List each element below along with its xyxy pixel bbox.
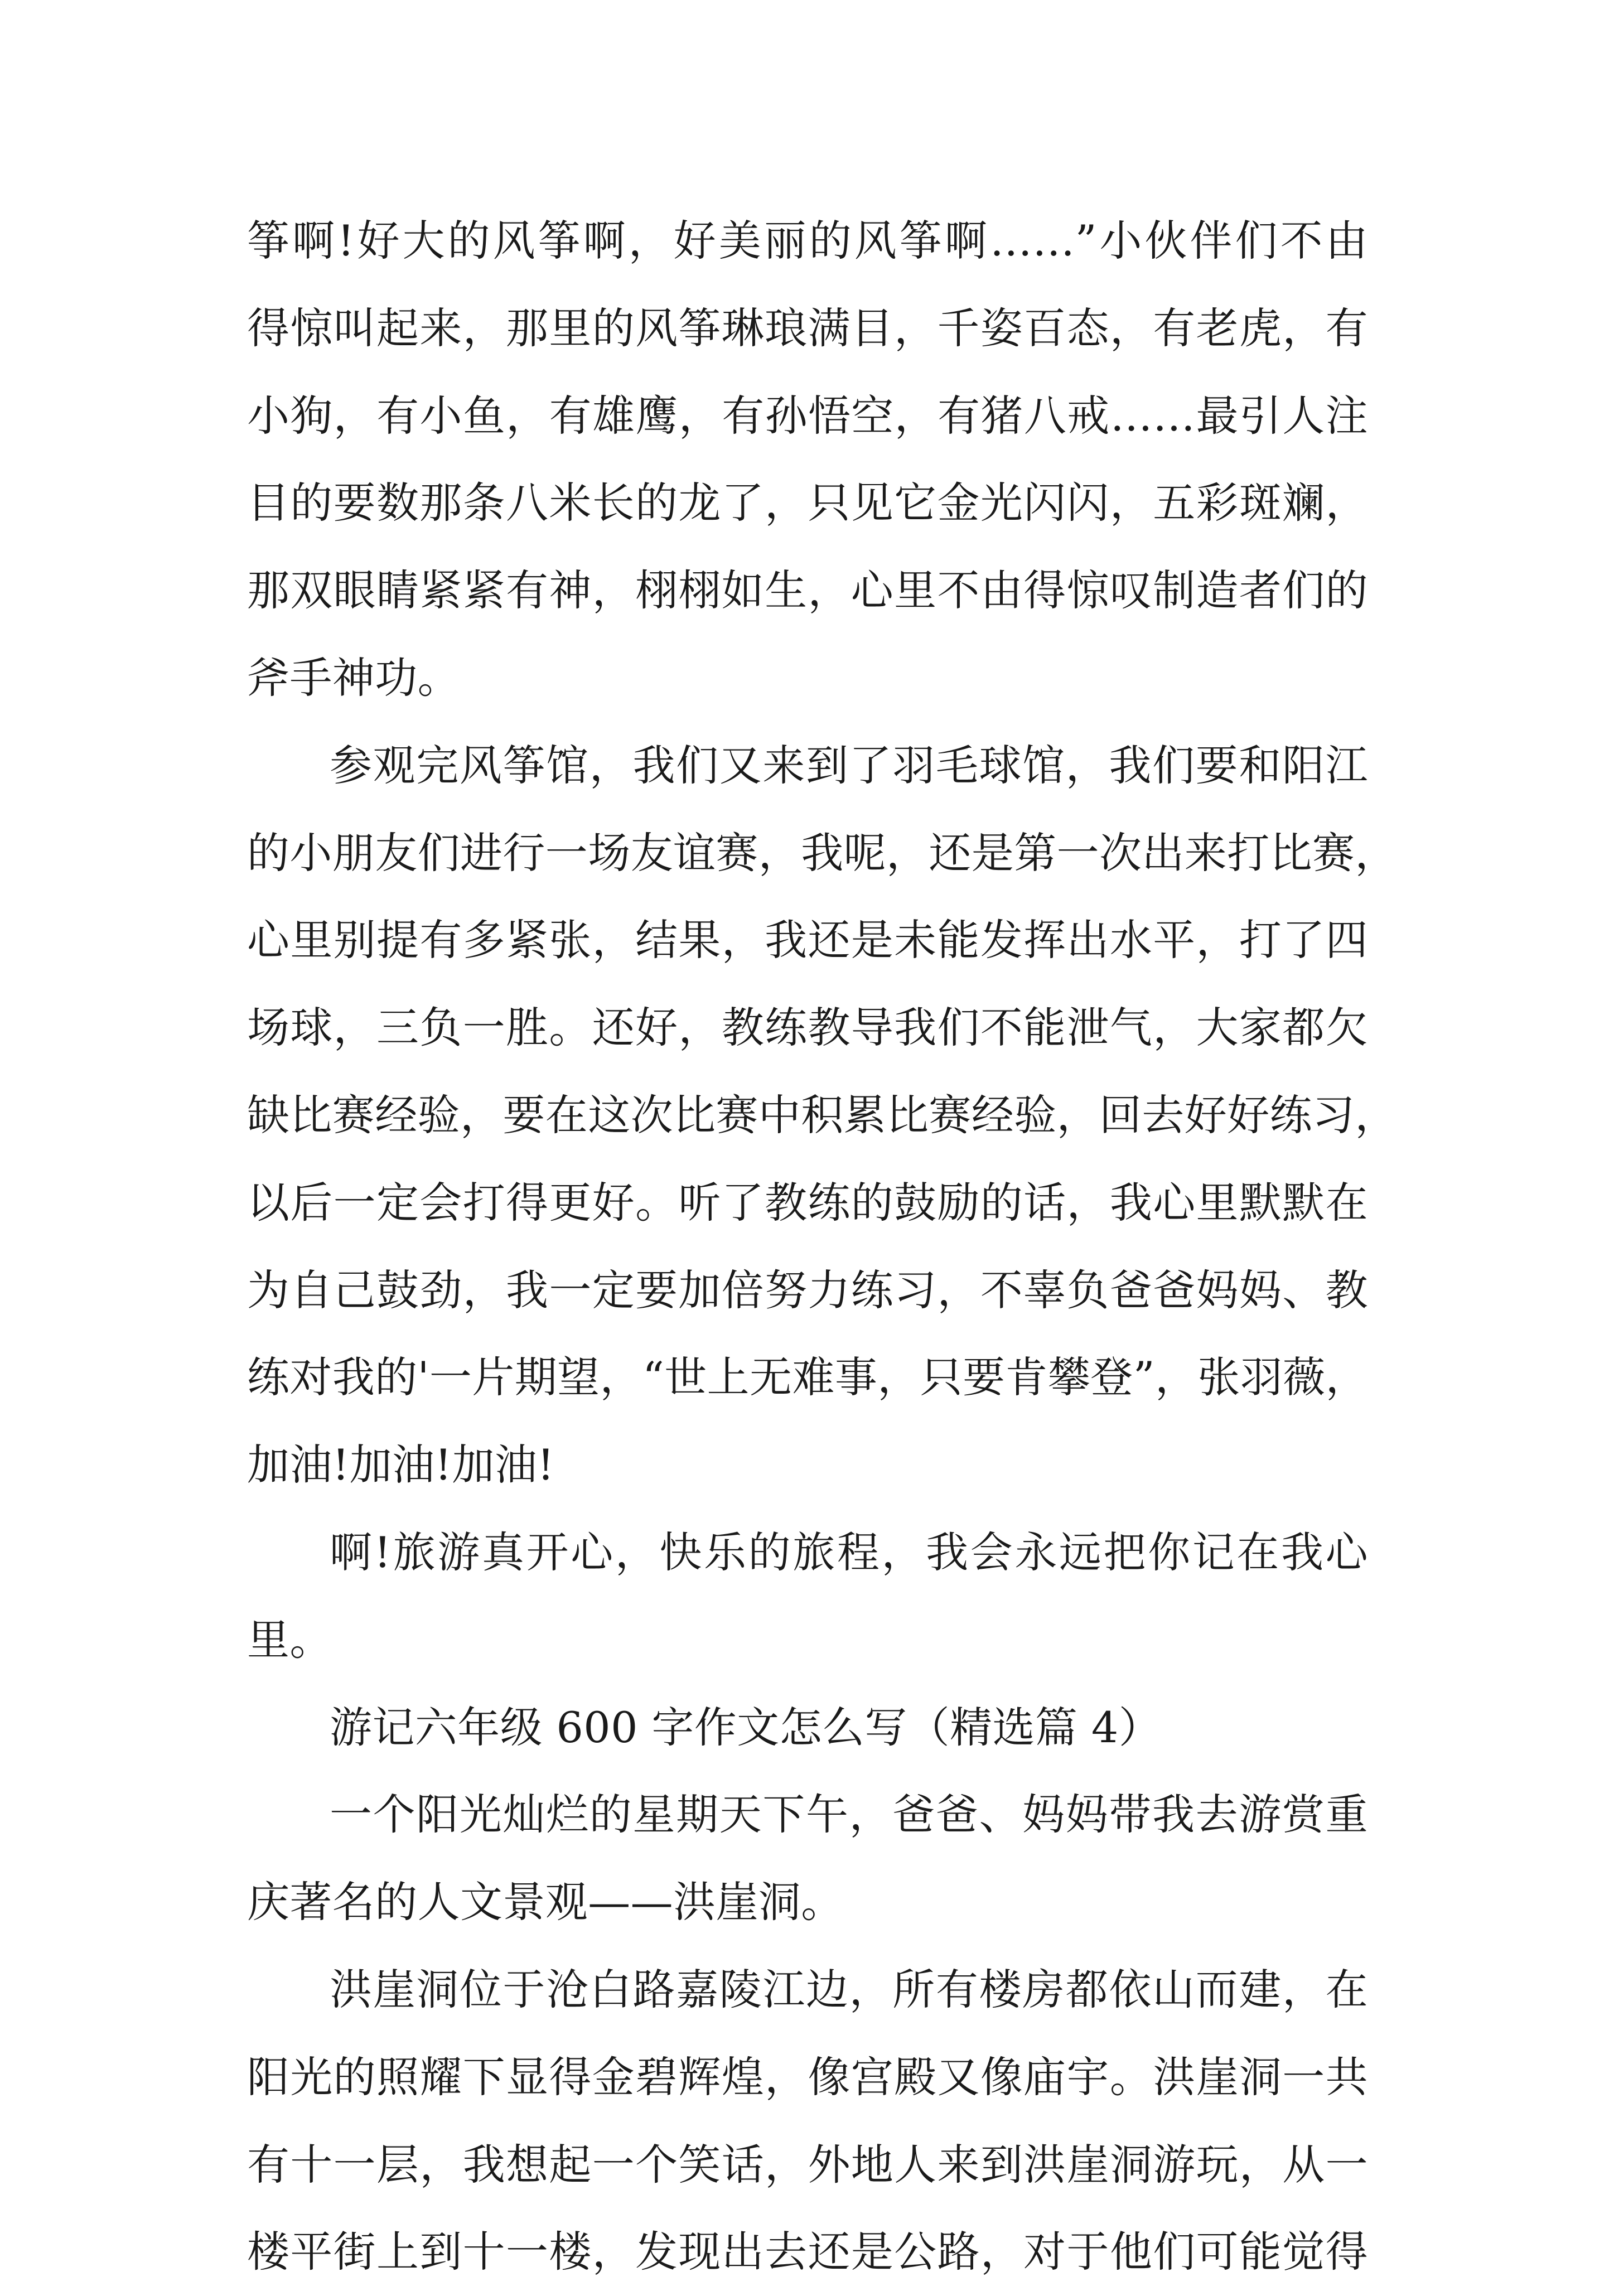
- text-line-11: 缺比赛经验，要在这次比赛中积累比赛经验，回去好好练习，: [247, 1090, 1398, 1140]
- text-line-9: 心里别提有多紧张，结果，我还是未能发挥出水平，打了四: [247, 915, 1368, 965]
- text-line-4: 目的要数那条八米长的龙了，只见它金光闪闪，五彩斑斓，: [247, 478, 1368, 528]
- text-line-5: 那双眼睛紧紧有神，栩栩如生，心里不由得惊叹制造者们的: [247, 565, 1368, 616]
- text-line-1: 筝啊!好大的风筝啊，好美丽的风筝啊……”小伙伴们不由: [247, 216, 1368, 265]
- text-line-20: 庆著名的人文景观——洪崖洞。: [247, 1877, 844, 1927]
- text-line-7: 参观完风筝馆，我们又来到了羽毛球馆，我们要和阳江: [330, 740, 1368, 790]
- text-line-3: 小狗，有小鱼，有雄鹰，有孙悟空，有猪八戒……最引人注: [247, 390, 1368, 441]
- text-line-23: 有十一层，我想起一个笑话，外地人来到洪崖洞游玩，从一: [247, 2139, 1368, 2189]
- text-line-8: 的小朋友们进行一场友谊赛，我呢，还是第一次出来打比赛，: [247, 828, 1398, 878]
- text-line-14: 练对我的'一片期望，“世上无难事，只要肯攀登”，张羽薇，: [247, 1352, 1368, 1403]
- section-heading: 游记六年级 600 字作文怎么写（精选篇 4）: [330, 1702, 1162, 1752]
- document-body: [247, 197, 1398, 2296]
- text-line-24: 楼平街上到十一楼，发现出去还是公路，对于他们可能觉得: [247, 2227, 1368, 2277]
- text-line-2: 得惊叫起来，那里的风筝琳琅满目，千姿百态，有老虎，有: [247, 303, 1368, 353]
- text-line-10: 场球，三负一胜。还好，教练教导我们不能泄气，大家都欠: [247, 1003, 1368, 1053]
- text-line-16: 啊!旅游真开心，快乐的旅程，我会永远把你记在我心: [330, 1527, 1368, 1577]
- text-line-15: 加油!加油!加油!: [247, 1440, 555, 1490]
- text-line-19: 一个阳光灿烂的星期天下午，爸爸、妈妈带我去游赏重: [330, 1790, 1368, 1840]
- text-line-22: 阳光的照耀下显得金碧辉煌，像宫殿又像庙宇。洪崖洞一共: [247, 2052, 1368, 2102]
- text-line-21: 洪崖洞位于沧白路嘉陵江边，所有楼房都依山而建，在: [330, 1964, 1368, 2014]
- text-line-17: 里。: [247, 1615, 332, 1665]
- text-line-13: 为自己鼓劲，我一定要加倍努力练习，不辜负爸爸妈妈、教: [247, 1265, 1368, 1315]
- text-line-6: 斧手神功。: [247, 652, 460, 703]
- text-line-12: 以后一定会打得更好。听了教练的鼓励的话，我心里默默在: [247, 1177, 1368, 1227]
